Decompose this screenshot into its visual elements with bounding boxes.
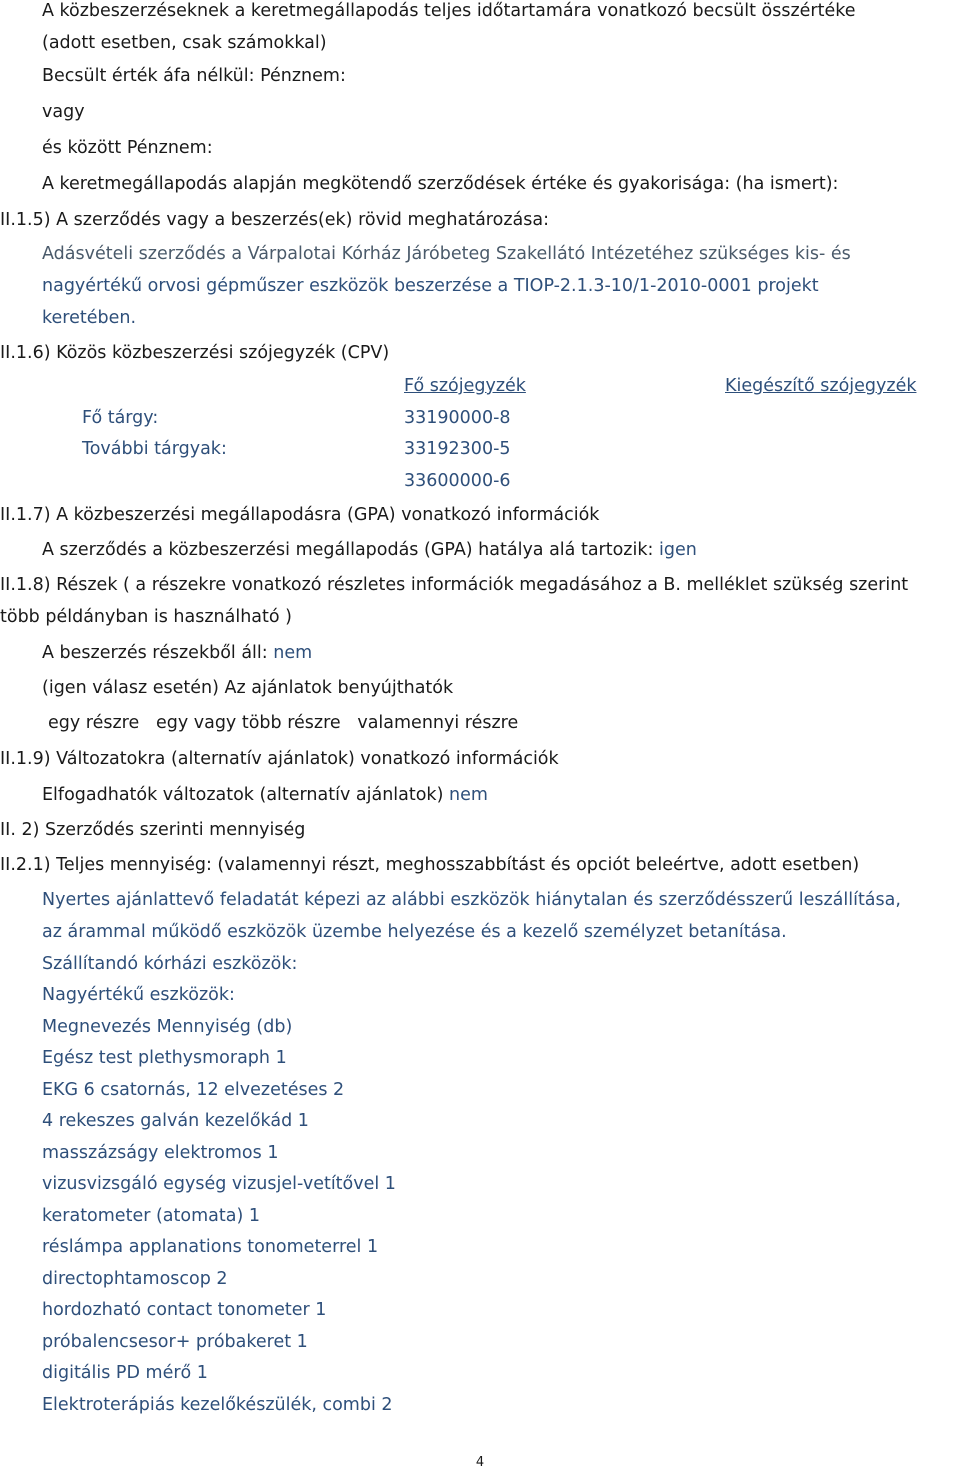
quantity-line: digitális PD mérő 1 <box>42 1363 208 1383</box>
quantity-line: vizusvizsgáló egység vizusjel-vetítővel 1 <box>42 1174 396 1194</box>
quantity-line: Megnevezés Mennyiség (db) <box>42 1017 293 1037</box>
estimated-value-line: Becsült érték áfa nélkül: Pénznem: <box>42 66 346 86</box>
section-heading: II.2.1) Teljes mennyiség: (valamennyi részt, meghosszabbítást és opciót beleértve, adott esetben) <box>0 855 860 875</box>
quantity-line: Szállítandó kórházi eszközök: <box>42 954 298 974</box>
gpa-line <box>42 542 697 560</box>
section-heading: II. 2) Szerződés szerinti mennyiség <box>0 820 306 840</box>
intro-line: vagy <box>42 102 85 122</box>
parts-if-yes: (igen válasz esetén) Az ajánlatok benyújthatók <box>42 678 454 698</box>
gpa-value: igen <box>658 540 697 560</box>
cpv-supp-column-header: Kiegészítő szójegyzék <box>725 376 917 396</box>
cpv-other-label: További tárgyak: <box>82 439 227 459</box>
page-number: 4 <box>475 1455 485 1470</box>
quantity-line: réslámpa applanations tonometerrel 1 <box>42 1237 379 1257</box>
gpa-text: A szerződés a közbeszerzési megállapodás (GPA) hatálya alá tartozik: <box>42 540 654 560</box>
section-body: keretében. <box>42 308 137 328</box>
section-heading: II.1.5) A szerződés vagy a beszerzés(ek) rövid meghatározása: <box>0 210 549 230</box>
quantity-line: keratometer (atomata) 1 <box>42 1206 260 1226</box>
parts-line <box>42 645 312 663</box>
parts-text: A beszerzés részekből áll: <box>42 643 268 663</box>
parts-options: egy részre egy vagy több részre valamennyi részre <box>48 713 519 733</box>
quantity-line: próbalencsesor+ próbakeret 1 <box>42 1332 308 1352</box>
intro-line: és között Pénznem: <box>42 138 213 158</box>
cpv-main-code: 33190000-8 <box>404 408 511 428</box>
section-body: Adásvételi szerződés a Várpalotai Kórház Járóbeteg Szakellátó Intézetéhez szükséges kis- és <box>42 244 851 264</box>
quantity-line: directophtamoscop 2 <box>42 1269 228 1289</box>
cpv-other-code: 33600000-6 <box>404 471 511 491</box>
intro-line: (adott esetben, csak számokkal) <box>42 33 327 53</box>
cpv-main-label: Fő tárgy: <box>82 408 159 428</box>
quantity-line: Nyertes ajánlattevő feladatát képezi az alábbi eszközök hiánytalan és szerződésszerű leszállítása, <box>42 890 901 910</box>
intro-line: A keretmegállapodás alapján megkötendő szerződések értéke és gyakorisága: (ha ismert): <box>42 174 839 194</box>
quantity-line: Egész test plethysmoraph 1 <box>42 1048 287 1068</box>
parts-value: nem <box>273 643 313 663</box>
section-body: nagyértékű orvosi gépműszer eszközök beszerzése a TIOP-2.1.3-10/1-2010-0001 projekt <box>42 276 819 296</box>
quantity-line: Nagyértékű eszközök: <box>42 985 235 1005</box>
section-heading-cont: több példányban is használható ) <box>0 607 292 627</box>
quantity-line: Elektroterápiás kezelőkészülék, combi 2 <box>42 1395 393 1415</box>
section-heading: II.1.8) Részek ( a részekre vonatkozó részletes információk megadásához a B. melléklet szükség szerint <box>0 575 909 595</box>
variants-text: Elfogadhatók változatok (alternatív ajánlatok) <box>42 785 444 805</box>
quantity-line: EKG 6 csatornás, 12 elvezetéses 2 <box>42 1080 345 1100</box>
quantity-line: az árammal működő eszközök üzembe helyezése és a kezelő személyzet betanítása. <box>42 922 787 942</box>
section-heading: II.1.7) A közbeszerzési megállapodásra (GPA) vonatkozó információk <box>0 505 600 525</box>
variants-line <box>42 787 488 805</box>
variants-value: nem <box>448 785 488 805</box>
section-heading: II.1.6) Közös közbeszerzési szójegyzék (CPV) <box>0 343 390 363</box>
section-heading: II.1.9) Változatokra (alternatív ajánlatok) vonatkozó információk <box>0 749 559 769</box>
quantity-line: masszázságy elektromos 1 <box>42 1143 279 1163</box>
cpv-other-code: 33192300-5 <box>404 439 511 459</box>
intro-line: A közbeszerzéseknek a keretmegállapodás teljes időtartamára vonatkozó becsült összértéke <box>42 1 856 21</box>
quantity-line: hordozható contact tonometer 1 <box>42 1300 327 1320</box>
quantity-line: 4 rekeszes galván kezelőkád 1 <box>42 1111 309 1131</box>
cpv-main-column-header: Fő szójegyzék <box>404 376 526 396</box>
